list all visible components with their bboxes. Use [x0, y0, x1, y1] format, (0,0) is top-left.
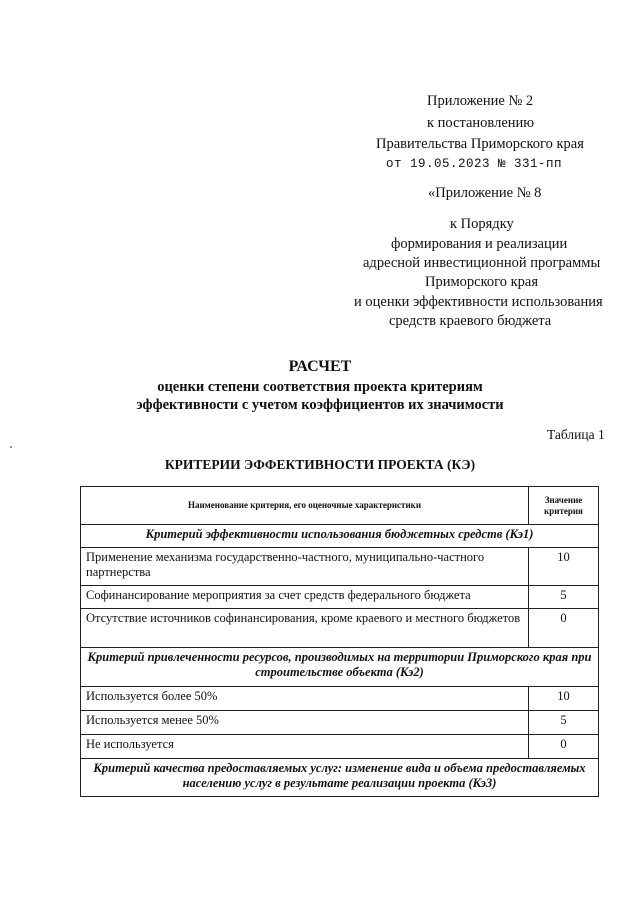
- table-row: [81, 687, 599, 711]
- table-header-row: [81, 487, 599, 525]
- document-subtitle-line1: оценки степени соответствия проекта критериям: [157, 379, 483, 395]
- scan-speck: [10, 446, 12, 448]
- criteria-table: [80, 486, 599, 797]
- criterion-value: 0: [529, 735, 599, 759]
- criterion-name: Используется менее 50%: [81, 711, 529, 735]
- annex8-line3: адресной инвестиционной программы: [363, 255, 601, 271]
- annex8-line6: средств краевого бюджета: [389, 313, 552, 329]
- category-row: [81, 648, 599, 687]
- annex8-line5: и оценки эффективности использования: [354, 294, 603, 310]
- document-title: РАСЧЕТ: [288, 358, 352, 375]
- category-1: Критерий эффективности использования бюджетных средств (Кэ1): [81, 525, 599, 548]
- annex8-line1: к Порядку: [450, 216, 514, 232]
- criterion-value: 10: [529, 548, 599, 586]
- table-row: [81, 711, 599, 735]
- table-label: Таблица 1: [547, 427, 605, 442]
- column-header-value: Значение критерия: [529, 487, 599, 525]
- category-2: Критерий привлеченности ресурсов, производимых на территории Приморского края при строительстве объекта (Кэ2): [81, 648, 599, 687]
- criterion-value: 5: [529, 711, 599, 735]
- annex-to-resolution: к постановлению: [427, 115, 535, 131]
- annex-date-number: от 19.05.2023 № 331-пп: [386, 157, 563, 171]
- criterion-name: Софинансирование мероприятия за счет средств федерального бюджета: [81, 586, 529, 609]
- table-row: [81, 609, 599, 648]
- table-row: [81, 586, 599, 609]
- category-row: [81, 759, 599, 797]
- criterion-value: 0: [529, 609, 599, 648]
- annex8-title: «Приложение № 8: [428, 185, 542, 201]
- annex-government: Правительства Приморского края: [376, 136, 584, 152]
- criterion-name: Не используется: [81, 735, 529, 759]
- criterion-name: Используется более 50%: [81, 687, 529, 711]
- table-title: КРИТЕРИИ ЭФФЕКТИВНОСТИ ПРОЕКТА (КЭ): [164, 457, 476, 472]
- table-row: [81, 735, 599, 759]
- table-row: [81, 548, 599, 586]
- category-row: [81, 525, 599, 548]
- column-header-name: Наименование критерия, его оценочные характеристики: [81, 487, 529, 525]
- annex8-line4: Приморского края: [425, 274, 539, 290]
- annex-number: Приложение № 2: [427, 93, 534, 109]
- criterion-value: 5: [529, 586, 599, 609]
- document-subtitle-line2: эффективности с учетом коэффициентов их значимости: [136, 397, 504, 413]
- criterion-name: Отсутствие источников софинансирования, кроме краевого и местного бюджетов: [81, 609, 529, 648]
- criterion-name: Применение механизма государственно-частного, муниципально-частного партнерства: [81, 548, 529, 586]
- criterion-value: 10: [529, 687, 599, 711]
- annex8-line2: формирования и реализации: [391, 236, 568, 252]
- category-3: Критерий качества предоставляемых услуг: изменение вида и объема предоставляемых населению услуг в результате реализации проекта (Кэ3): [81, 759, 599, 797]
